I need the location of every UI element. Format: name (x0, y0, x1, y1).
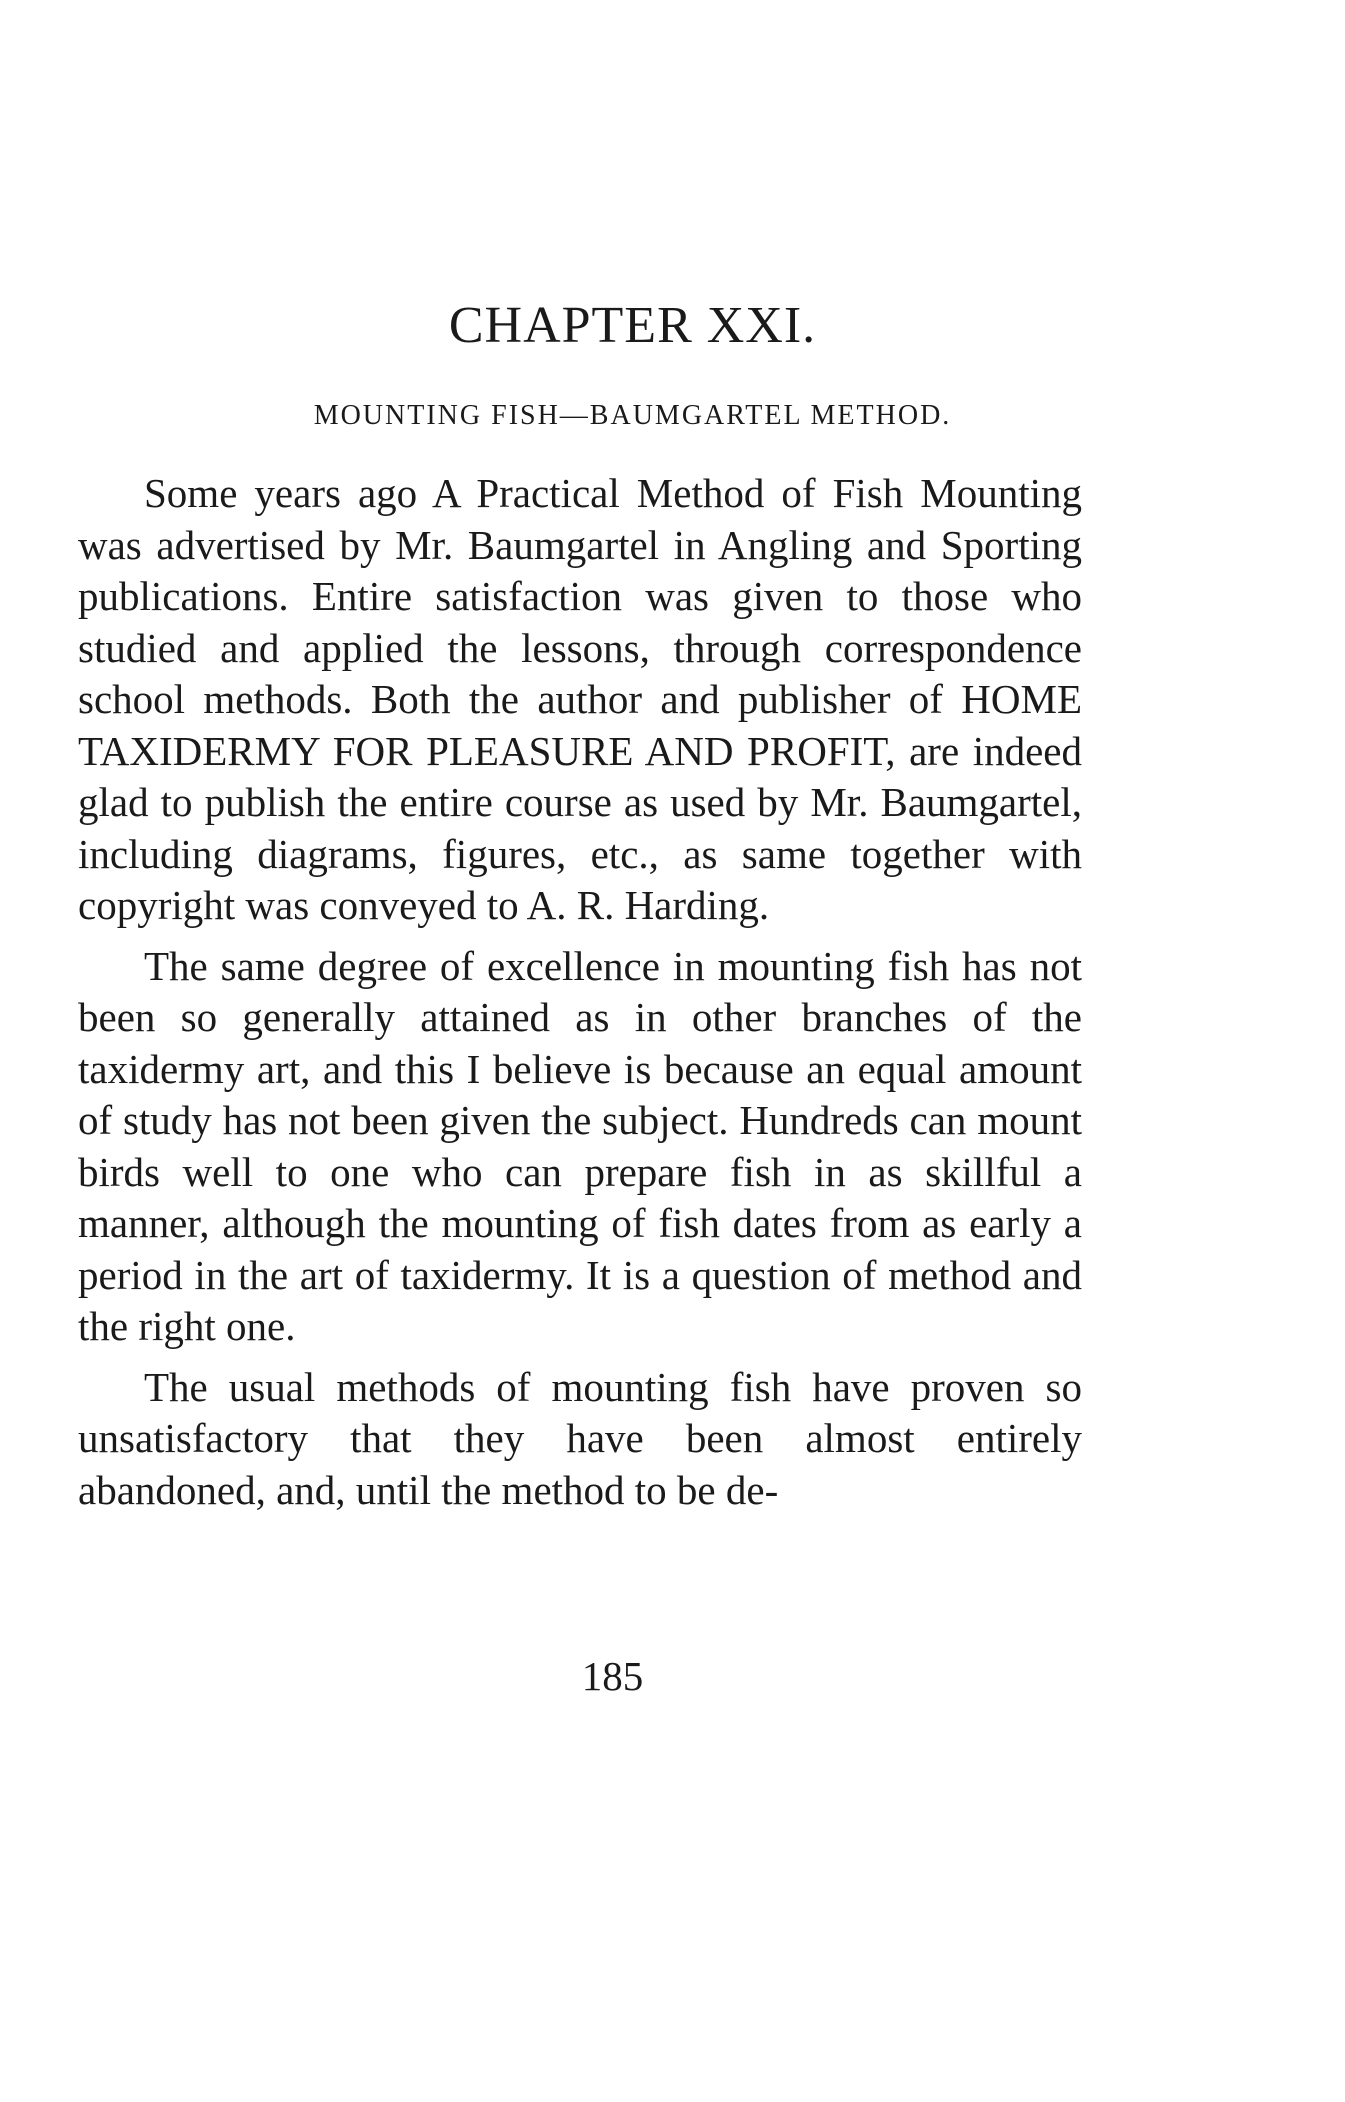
chapter-title (0, 296, 1345, 355)
chapter-title-text: CHAPTER XXI. (448, 297, 817, 354)
paragraph-2: The same degree of excellence in mounting fish has not been so generally attained as in other branches of the taxidermy art, and this I believe is because an equal amount of study has not been given the subject. Hundreds can mount birds well to one who can prepare fish in as skillful a manner, although the mounting of fish dates from as early a period in the art of taxidermy. It is a question of method and the right one. (78, 942, 1082, 1349)
paragraph-1: Some years ago A Practical Method of Fish Mounting was advertised by Mr. Baumgartel in Angling and Sporting publications. Entire satisfaction was given to those who studied and applied the lessons, through correspondence school methods. Both the author and publisher of HOME TAXIDERMY FOR PLEASURE AND PROFIT, are indeed glad to publish the entire course as used by Mr. Baumgartel, including diagrams, figures, etc., as same together with copyright was conveyed to A. R. Harding. (78, 470, 1082, 928)
paragraph-3: The usual methods of mounting fish have proven so unsatisfactory that they have been almost entirely abandoned, and, until the method to be de- (78, 1363, 1082, 1513)
body-text (78, 468, 1082, 1516)
chapter-subtitle-text: MOUNTING FISH—BAUMGARTEL METHOD. (313, 400, 952, 431)
page-number-text: 185 (581, 1653, 644, 1699)
chapter-subtitle (0, 400, 1345, 432)
page-number (0, 1652, 1345, 1700)
